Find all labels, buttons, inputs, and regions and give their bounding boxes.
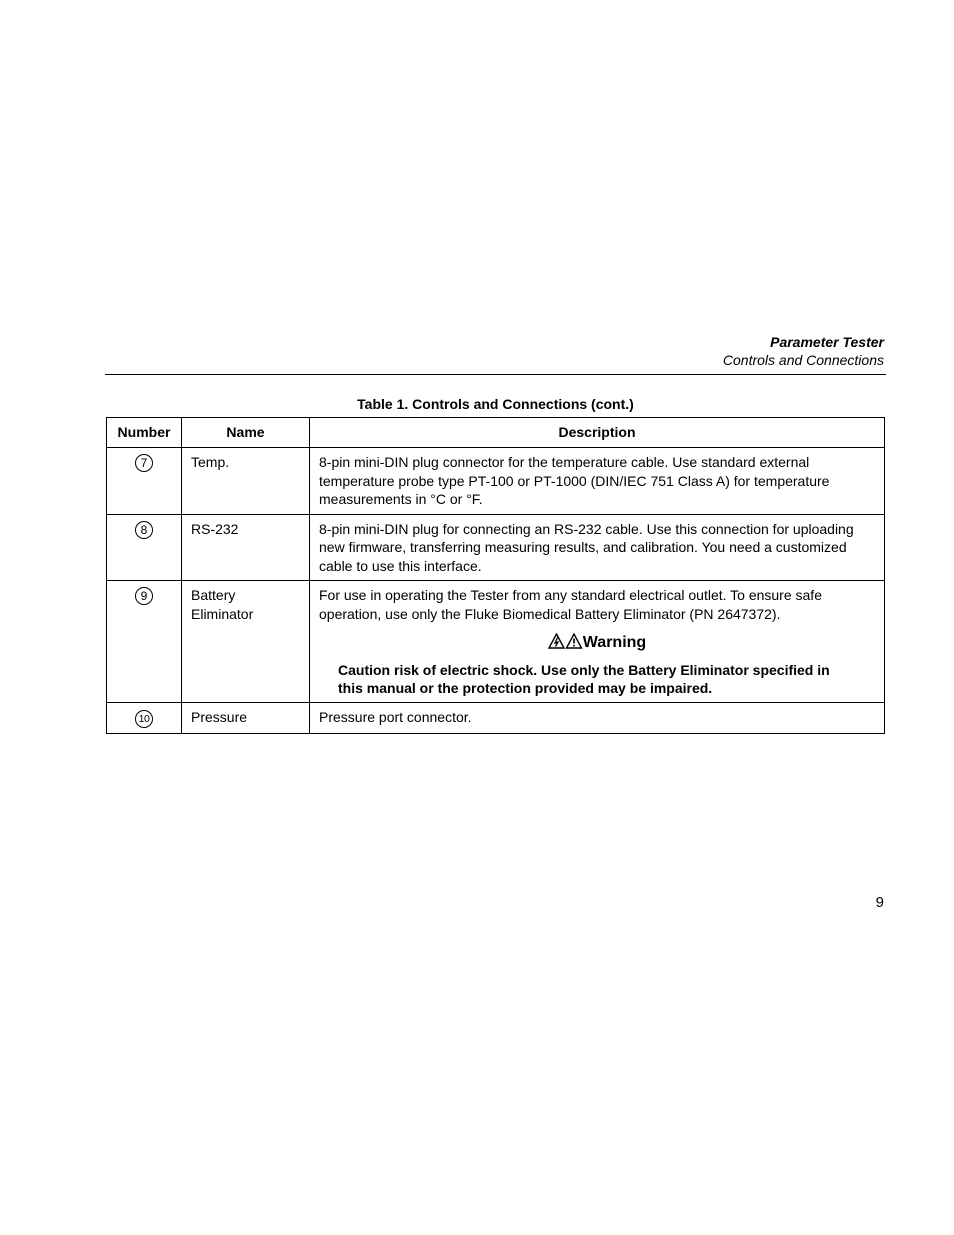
column-header-number: Number (107, 418, 182, 448)
table-row (107, 514, 885, 581)
circled-number: 9 (135, 587, 153, 605)
column-header-name: Name (182, 418, 310, 448)
lightning-triangle-icon (548, 633, 565, 655)
circled-number: 7 (135, 454, 153, 472)
row-name: Battery Eliminator (182, 581, 310, 703)
warning-heading (319, 633, 875, 655)
warning-title: Warning (582, 634, 647, 651)
column-header-description: Description (310, 418, 885, 448)
row-description: 8-pin mini-DIN plug for connecting an RS-232 cable. Use this connection for uploading new firmware, transferring measuring results, and calibration. You need a customized cable to use this interface. (310, 514, 885, 581)
page-number: 9 (875, 894, 884, 911)
circled-number: 10 (135, 710, 153, 728)
circled-number: 8 (135, 521, 153, 539)
row-name: RS-232 (182, 514, 310, 581)
header-rule (105, 374, 886, 375)
row-name: Temp. (182, 448, 310, 515)
header-title: Parameter Tester (770, 334, 884, 350)
table-row (107, 703, 885, 734)
table-header-row (107, 418, 885, 448)
row-name: Pressure (182, 703, 310, 734)
table-caption: Table 1. Controls and Connections (cont.) (357, 396, 634, 412)
row-description: Pressure port connector. (310, 703, 885, 734)
table-row (107, 448, 885, 515)
header-subtitle: Controls and Connections (722, 352, 884, 368)
table-row (107, 581, 885, 703)
row-description: For use in operating the Tester from any standard electrical outlet. To ensure safe operation, use only the Fluke Biomedical Battery Eliminator (PN 2647372). (319, 587, 822, 622)
row-description-with-warning (310, 581, 885, 703)
row-description: 8-pin mini-DIN plug connector for the temperature cable. Use standard external temperature probe type PT-100 or PT-1000 (DIN/IEC 751 Class A) for temperature measurements in °C or °F. (310, 448, 885, 515)
controls-table (106, 417, 885, 734)
warning-text: Caution risk of electric shock. Use only the Battery Eliminator specified in this manual or the protection provided may be impaired. (338, 662, 830, 696)
caution-triangle-icon (565, 633, 583, 655)
